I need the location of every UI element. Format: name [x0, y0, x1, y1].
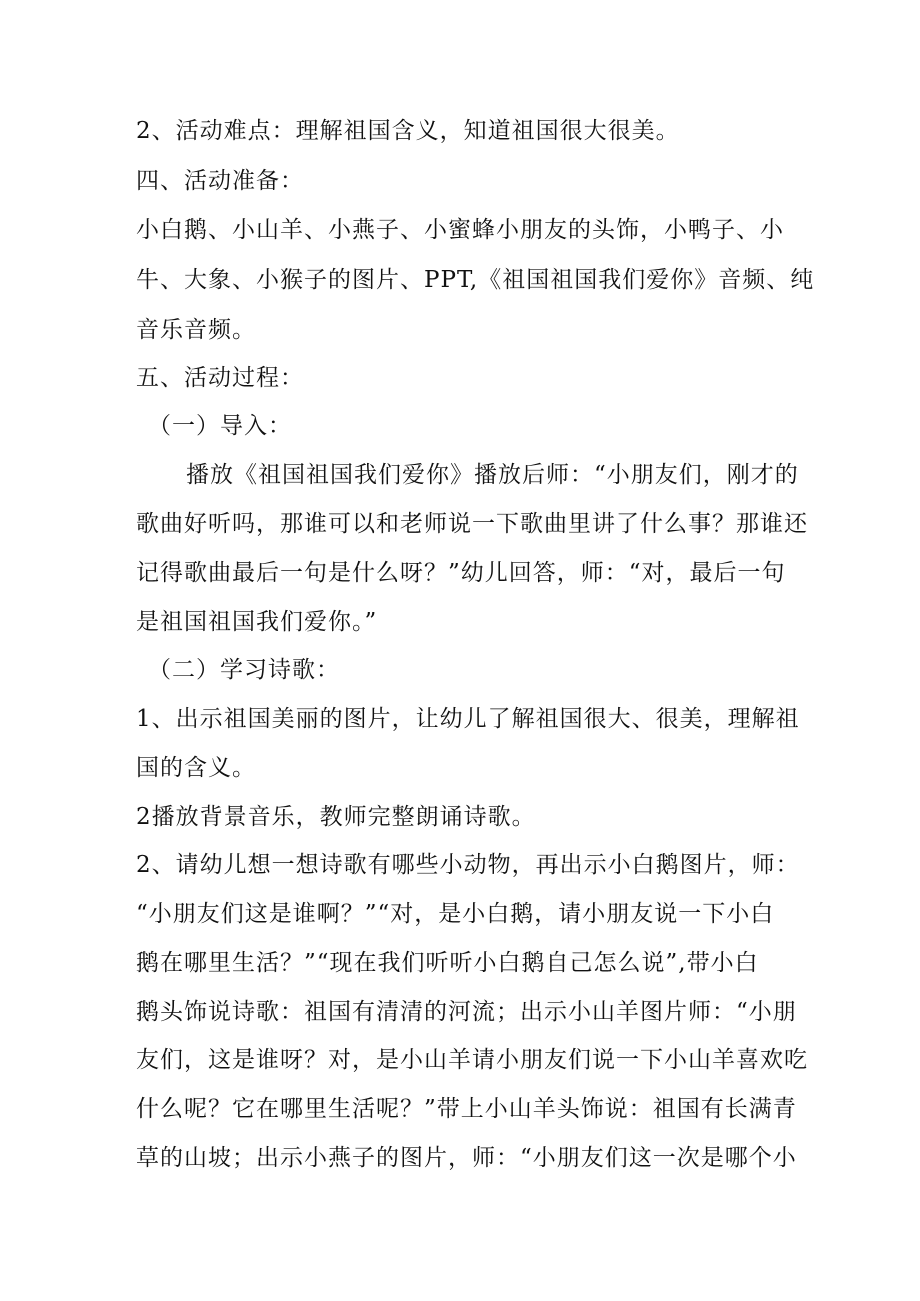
- text-line: 记得歌曲最后一句是什么呀？”幼儿回答，师：“对，最后一句: [136, 560, 786, 586]
- heading-process: 五、活动过程：: [136, 365, 304, 391]
- text-line: 音乐音频。: [136, 317, 256, 343]
- text-line-difficulty: 2、活动难点：理解祖国含义，知道祖国很大很美。: [136, 118, 680, 144]
- text-line: 国的含义。: [136, 755, 256, 781]
- text-line: 小白鹅、小山羊、小燕子、小蜜蜂小朋友的头饰，小鸭子、小: [136, 217, 784, 243]
- text-line: 2播放背景音乐，教师完整朗诵诗歌。: [136, 804, 536, 830]
- text-line: 是祖国祖国我们爱你。”: [136, 609, 378, 635]
- text-line: “小朋友们这是谁啊？”“对，是小白鹅，请小朋友说一下小白: [136, 901, 775, 927]
- text-line: 草的山坡；出示小燕子的图片，师：“小朋友们这一次是哪个小: [136, 1145, 797, 1171]
- heading-preparation: 四、活动准备：: [136, 168, 304, 194]
- subheading-intro: （一）导入：: [148, 413, 292, 439]
- text-line: 鹅头饰说诗歌：祖国有清清的河流；出示小山羊图片师：“小朋: [136, 999, 797, 1025]
- text-line: 2、请幼儿想一想诗歌有哪些小动物，再出示小白鹅图片，师：: [136, 852, 800, 878]
- text-line: 播放《祖国祖国我们爱你》播放后师：“小朋友们，刚才的: [186, 462, 799, 488]
- text-line: 鹅在哪里生活？”“现在我们听听小白鹅自己怎么说”,带小白: [136, 950, 759, 976]
- text-line: 牛、大象、小猴子的图片、PPT,《祖国祖国我们爱你》音频、纯: [136, 267, 815, 293]
- text-line: 歌曲好听吗，那谁可以和老师说一下歌曲里讲了什么事？那谁还: [136, 511, 808, 537]
- subheading-learn-poem: （二）学习诗歌：: [148, 657, 340, 683]
- text-line: 什么呢？它在哪里生活呢？”带上小山羊头饰说：祖国有长满青: [136, 1096, 797, 1122]
- text-line: 1、出示祖国美丽的图片，让幼儿了解祖国很大、很美，理解祖: [136, 706, 800, 732]
- text-line: 友们，这是谁呀？对，是小山羊请小朋友们说一下小山羊喜欢吃: [136, 1047, 808, 1073]
